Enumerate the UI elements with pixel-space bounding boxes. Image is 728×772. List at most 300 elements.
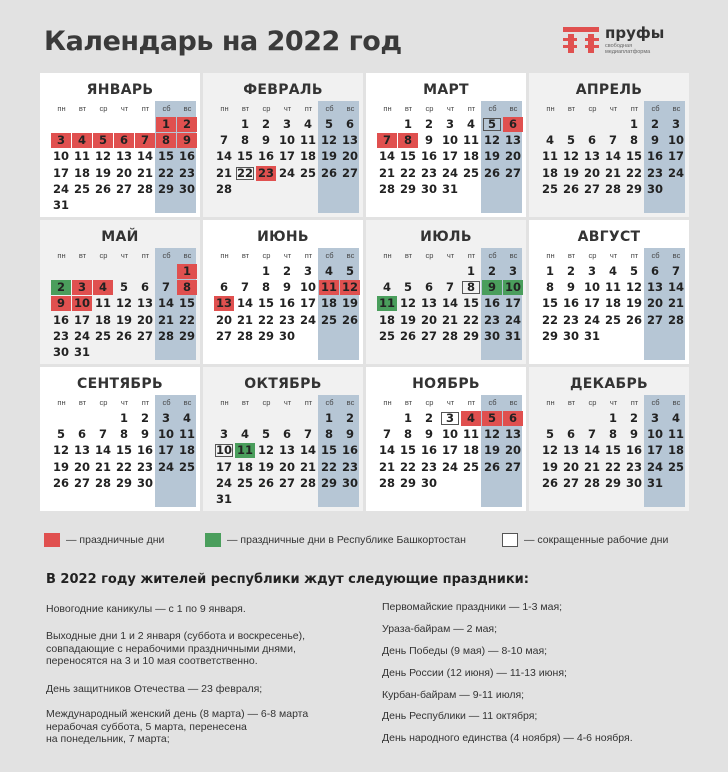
day-cell: 8: [324, 427, 333, 442]
holiday-note: Международный женский день (8 марта) — 6-8 марта нерабочая суббота, 5 марта, перенесена на понедельник, 7 марта;: [46, 708, 309, 745]
day-cell: 13: [73, 443, 90, 458]
weekday-label: сб: [651, 104, 660, 113]
day-cell: 5: [324, 117, 333, 131]
day-cell: 15: [399, 149, 416, 164]
day-cell: 16: [646, 149, 663, 164]
weekday-label: сб: [325, 398, 334, 407]
day-cell: 27: [341, 165, 358, 180]
weekday-label: ср: [262, 398, 271, 407]
day-cell: 14: [94, 443, 111, 458]
weekday-label: вс: [183, 251, 192, 260]
holiday-note: Новогодние каникулы — с 1 по 9 января.: [46, 603, 246, 615]
day-cell: 5: [93, 133, 113, 148]
day-cell: 29: [541, 328, 558, 343]
day-cell: 8: [608, 427, 617, 442]
day-cell: 7: [219, 133, 228, 148]
day-cell: 2: [566, 264, 575, 278]
day-cell: 24: [667, 165, 684, 180]
legend-holiday-label: — праздничные дни: [66, 534, 165, 546]
day-cell: 22: [625, 165, 642, 180]
day-cell: 24: [299, 312, 316, 327]
day-cell: 19: [320, 149, 337, 164]
day-cell: 29: [462, 328, 479, 343]
weekday-label: чт: [609, 398, 618, 407]
day-cell: 14: [136, 149, 153, 164]
day-cell: 27: [278, 475, 295, 490]
holiday-swatch: [44, 533, 60, 547]
day-cell: 11: [462, 133, 479, 148]
day-cell: 30: [483, 328, 500, 343]
holiday-note: День народного единства (4 ноября) — 4-6 ноября.: [382, 732, 633, 744]
day-cell: 17: [583, 296, 600, 311]
bashkortostan-swatch: [205, 533, 221, 547]
day-cell: 3: [72, 280, 92, 295]
day-cell: 5: [119, 280, 128, 295]
month-card: [366, 220, 526, 364]
weekday-label: пн: [57, 104, 66, 113]
weekday-label: ср: [425, 398, 434, 407]
day-cell: 27: [504, 165, 521, 180]
day-cell: 20: [341, 149, 358, 164]
weekday-label: вт: [78, 398, 87, 407]
weekday-label: пт: [141, 398, 150, 407]
day-cell: 21: [667, 296, 684, 311]
day-cell: 11: [236, 443, 253, 458]
day-cell: 13: [562, 443, 579, 458]
weekday-label: вт: [404, 398, 413, 407]
day-cell: 14: [236, 296, 253, 311]
day-cell: 17: [504, 296, 521, 311]
weekday-label: вт: [567, 104, 576, 113]
day-cell: 27: [583, 181, 600, 196]
day-cell: 27: [504, 459, 521, 474]
day-cell: 11: [299, 133, 316, 148]
day-cell: 23: [625, 459, 642, 474]
day-cell: 7: [135, 133, 155, 148]
day-cell: 2: [424, 411, 433, 425]
day-cell: 5: [482, 411, 502, 426]
day-cell: 2: [140, 411, 149, 425]
day-cell: 8: [461, 280, 481, 295]
day-cell: 9: [424, 427, 433, 442]
day-cell: 4: [608, 264, 617, 278]
day-cell: 20: [115, 165, 132, 180]
day-cell: 24: [504, 312, 521, 327]
day-cell: 6: [424, 280, 433, 295]
calendar-grid: [40, 73, 689, 511]
day-cell: 29: [399, 181, 416, 196]
day-cell: 15: [157, 149, 174, 164]
day-cell: 2: [629, 411, 638, 425]
day-cell: 2: [177, 117, 197, 132]
weekday-label: вс: [183, 104, 192, 113]
day-cell: 18: [378, 312, 395, 327]
day-cell: 4: [461, 411, 481, 426]
day-cell: 29: [604, 475, 621, 490]
day-cell: 6: [114, 133, 134, 148]
day-cell: 30: [136, 475, 153, 490]
day-cell: 23: [257, 165, 274, 180]
day-cell: 9: [345, 427, 354, 442]
day-cell: 21: [378, 459, 395, 474]
day-cell: 13: [278, 443, 295, 458]
day-cell: 13: [115, 149, 132, 164]
day-cell: 25: [236, 475, 253, 490]
day-cell: 8: [545, 280, 554, 295]
day-cell: 21: [215, 165, 232, 180]
month-name: АПРЕЛЬ: [575, 82, 643, 98]
weekday-label: пн: [220, 251, 229, 260]
day-cell: 7: [608, 133, 617, 148]
day-cell: 19: [52, 459, 69, 474]
day-cell: 23: [178, 165, 195, 180]
day-cell: 19: [341, 296, 358, 311]
month-card: [529, 367, 689, 511]
day-cell: 3: [440, 411, 460, 426]
day-cell: 25: [667, 459, 684, 474]
day-cell: 11: [73, 149, 90, 164]
day-cell: 7: [377, 133, 397, 148]
day-cell: 30: [178, 181, 195, 196]
day-cell: 14: [378, 149, 395, 164]
weekday-label: вт: [78, 251, 87, 260]
day-cell: 26: [562, 181, 579, 196]
day-cell: 7: [98, 427, 107, 442]
day-cell: 15: [399, 443, 416, 458]
day-cell: 8: [156, 133, 176, 148]
day-cell: 10: [504, 280, 521, 295]
day-cell: 21: [441, 312, 458, 327]
weekday-label: вс: [346, 104, 355, 113]
day-cell: 13: [583, 149, 600, 164]
day-cell: 1: [545, 264, 554, 278]
day-cell: 1: [177, 264, 197, 279]
day-cell: 26: [257, 475, 274, 490]
day-cell: 12: [52, 443, 69, 458]
day-cell: 4: [545, 133, 554, 148]
holiday-note: День Республики — 11 октября;: [382, 710, 538, 722]
day-cell: 25: [299, 165, 316, 180]
day-cell: 2: [51, 280, 71, 295]
day-cell: 20: [215, 312, 232, 327]
day-cell: 27: [420, 328, 437, 343]
weekday-label: вт: [567, 398, 576, 407]
day-cell: 16: [52, 312, 69, 327]
day-cell: 11: [604, 280, 621, 295]
day-cell: 5: [261, 427, 270, 442]
weekday-label: пн: [383, 251, 392, 260]
day-cell: 22: [257, 312, 274, 327]
month-name: МАЙ: [101, 229, 139, 245]
weekday-label: ср: [99, 104, 108, 113]
weekday-label: пт: [630, 104, 639, 113]
weekday-label: чт: [120, 398, 129, 407]
day-cell: 13: [215, 296, 232, 311]
day-cell: 5: [629, 264, 638, 278]
day-cell: 30: [625, 475, 642, 490]
day-cell: 10: [215, 443, 232, 458]
weekday-label: вт: [78, 104, 87, 113]
weekday-label: вс: [183, 398, 192, 407]
day-cell: 16: [341, 443, 358, 458]
month-name: НОЯБРЬ: [412, 376, 480, 392]
day-cell: 13: [136, 296, 153, 311]
day-cell: 6: [503, 411, 523, 426]
day-cell: 22: [541, 312, 558, 327]
day-cell: 27: [646, 312, 663, 327]
day-cell: 5: [345, 264, 354, 278]
weekday-label: вс: [672, 251, 681, 260]
day-cell: 23: [646, 165, 663, 180]
day-cell: 6: [566, 427, 575, 442]
day-cell: 24: [73, 328, 90, 343]
month-card: [366, 367, 526, 511]
day-cell: 12: [541, 443, 558, 458]
day-cell: 11: [462, 427, 479, 442]
day-cell: 12: [94, 149, 111, 164]
day-cell: 14: [667, 280, 684, 295]
day-cell: 1: [240, 117, 249, 131]
day-cell: 31: [583, 328, 600, 343]
weekday-label: чт: [446, 104, 455, 113]
day-cell: 6: [587, 133, 596, 148]
day-cell: 4: [382, 280, 391, 295]
day-cell: 21: [378, 165, 395, 180]
day-cell: 28: [378, 181, 395, 196]
day-cell: 6: [77, 427, 86, 442]
weekday-label: пн: [220, 104, 229, 113]
day-cell: 19: [625, 296, 642, 311]
day-cell: 24: [278, 165, 295, 180]
day-cell: 24: [157, 459, 174, 474]
day-cell: 23: [483, 312, 500, 327]
day-cell: 11: [320, 280, 337, 295]
day-cell: 22: [399, 459, 416, 474]
day-cell: 18: [462, 149, 479, 164]
day-cell: 15: [625, 149, 642, 164]
day-cell: 20: [562, 459, 579, 474]
day-cell: 2: [345, 411, 354, 425]
month-name: ИЮНЬ: [257, 229, 309, 245]
day-cell: 26: [115, 328, 132, 343]
logo-name: пруфы: [605, 24, 665, 42]
day-cell: 11: [541, 149, 558, 164]
day-cell: 20: [504, 443, 521, 458]
day-cell: 4: [466, 117, 475, 131]
day-cell: 14: [604, 149, 621, 164]
day-cell: 29: [178, 328, 195, 343]
day-cell: 9: [629, 427, 638, 442]
day-cell: 28: [583, 475, 600, 490]
day-cell: 8: [403, 427, 412, 442]
weekday-label: ср: [262, 251, 271, 260]
day-cell: 10: [646, 427, 663, 442]
day-cell: 22: [157, 165, 174, 180]
day-cell: 26: [399, 328, 416, 343]
day-cell: 22: [115, 459, 132, 474]
holiday-note: День Победы (9 мая) — 8-10 мая;: [382, 645, 548, 657]
day-cell: 30: [420, 475, 437, 490]
weekday-label: вт: [404, 251, 413, 260]
day-cell: 16: [420, 149, 437, 164]
day-cell: 8: [177, 280, 197, 295]
day-cell: 18: [541, 165, 558, 180]
day-cell: 14: [441, 296, 458, 311]
legend-short-label: — сокращенные рабочие дни: [524, 534, 669, 546]
month-name: ИЮЛЬ: [420, 229, 472, 245]
day-cell: 8: [240, 133, 249, 148]
day-cell: 22: [604, 459, 621, 474]
weekday-label: пт: [630, 251, 639, 260]
day-cell: 20: [583, 165, 600, 180]
holiday-note: День защитников Отечества — 23 февраля;: [46, 683, 263, 695]
day-cell: 10: [299, 280, 316, 295]
weekday-label: пт: [304, 104, 313, 113]
day-cell: 25: [320, 312, 337, 327]
weekday-label: чт: [609, 104, 618, 113]
day-cell: 16: [136, 443, 153, 458]
day-cell: 30: [341, 475, 358, 490]
day-cell: 17: [215, 459, 232, 474]
day-cell: 10: [441, 133, 458, 148]
day-cell: 6: [503, 117, 523, 132]
day-cell: 13: [646, 280, 663, 295]
day-cell: 26: [52, 475, 69, 490]
day-cell: 27: [215, 328, 232, 343]
day-cell: 31: [215, 492, 232, 506]
day-cell: 11: [94, 296, 111, 311]
day-cell: 26: [483, 459, 500, 474]
day-cell: 22: [320, 459, 337, 474]
month-card: [529, 73, 689, 217]
day-cell: 15: [462, 296, 479, 311]
day-cell: 17: [441, 149, 458, 164]
day-cell: 28: [378, 475, 395, 490]
day-cell: 7: [445, 280, 454, 295]
weekday-label: пн: [57, 251, 66, 260]
day-cell: 30: [562, 328, 579, 343]
day-cell: 21: [583, 459, 600, 474]
day-cell: 1: [629, 117, 638, 131]
day-cell: 14: [215, 149, 232, 164]
day-cell: 9: [177, 133, 197, 148]
day-cell: 12: [320, 133, 337, 148]
day-cell: 6: [140, 280, 149, 295]
page-title: Календарь на 2022 год: [44, 26, 402, 57]
weekday-label: сб: [488, 104, 497, 113]
weekday-label: сб: [488, 251, 497, 260]
day-cell: 25: [73, 181, 90, 196]
day-cell: 21: [604, 165, 621, 180]
weekday-label: сб: [162, 398, 171, 407]
day-cell: 29: [115, 475, 132, 490]
day-cell: 20: [504, 149, 521, 164]
day-cell: 15: [236, 149, 253, 164]
day-cell: 13: [341, 133, 358, 148]
day-cell: 29: [320, 475, 337, 490]
day-cell: 11: [378, 296, 395, 311]
day-cell: 4: [240, 427, 249, 442]
month-card: [366, 73, 526, 217]
day-cell: 26: [94, 181, 111, 196]
day-cell: 24: [441, 165, 458, 180]
day-cell: 14: [583, 443, 600, 458]
weekday-label: чт: [446, 251, 455, 260]
day-cell: 9: [482, 280, 502, 295]
day-cell: 19: [399, 312, 416, 327]
month-card: [40, 73, 200, 217]
day-cell: 26: [320, 165, 337, 180]
day-cell: 29: [625, 181, 642, 196]
day-cell: 30: [52, 345, 69, 359]
day-cell: 23: [562, 312, 579, 327]
weekday-label: пн: [383, 398, 392, 407]
day-cell: 18: [73, 165, 90, 180]
logo-tagline: свободная медиаплатформа: [605, 43, 651, 55]
weekday-label: чт: [446, 398, 455, 407]
weekday-label: ср: [99, 251, 108, 260]
day-cell: 17: [73, 312, 90, 327]
day-cell: 15: [115, 443, 132, 458]
day-cell: 17: [299, 296, 316, 311]
day-cell: 16: [483, 296, 500, 311]
day-cell: 19: [483, 443, 500, 458]
day-cell: 4: [324, 264, 333, 278]
day-cell: 1: [156, 117, 176, 132]
day-cell: 6: [650, 264, 659, 278]
day-cell: 3: [161, 411, 170, 425]
month-name: ОКТЯБРЬ: [244, 376, 322, 392]
day-cell: 10: [278, 133, 295, 148]
day-cell: 26: [483, 165, 500, 180]
day-cell: 25: [94, 328, 111, 343]
day-cell: 23: [420, 459, 437, 474]
weekday-label: пт: [630, 398, 639, 407]
day-cell: 28: [236, 328, 253, 343]
day-cell: 13: [420, 296, 437, 311]
day-cell: 19: [94, 165, 111, 180]
day-cell: 31: [73, 345, 90, 359]
weekday-label: вт: [404, 104, 413, 113]
day-cell: 15: [178, 296, 195, 311]
weekday-label: чт: [120, 104, 129, 113]
day-cell: 6: [282, 427, 291, 442]
day-cell: 3: [508, 264, 517, 278]
day-cell: 19: [483, 149, 500, 164]
day-cell: 8: [261, 280, 270, 295]
day-cell: 16: [420, 443, 437, 458]
day-cell: 14: [299, 443, 316, 458]
day-cell: 29: [399, 475, 416, 490]
legend-short: [502, 532, 668, 548]
day-cell: 10: [441, 427, 458, 442]
day-cell: 3: [219, 427, 228, 442]
day-cell: 17: [52, 165, 69, 180]
logo: [563, 25, 693, 55]
day-cell: 17: [278, 149, 295, 164]
day-cell: 4: [93, 280, 113, 295]
day-cell: 1: [261, 264, 270, 278]
holidays-title: В 2022 году жителей республики ждут следующие праздники:: [46, 572, 529, 587]
day-cell: 25: [378, 328, 395, 343]
day-cell: 12: [115, 296, 132, 311]
day-cell: 20: [278, 459, 295, 474]
month-card: [203, 367, 363, 511]
day-cell: 28: [157, 328, 174, 343]
day-cell: 18: [320, 296, 337, 311]
day-cell: 20: [420, 312, 437, 327]
day-cell: 24: [441, 459, 458, 474]
